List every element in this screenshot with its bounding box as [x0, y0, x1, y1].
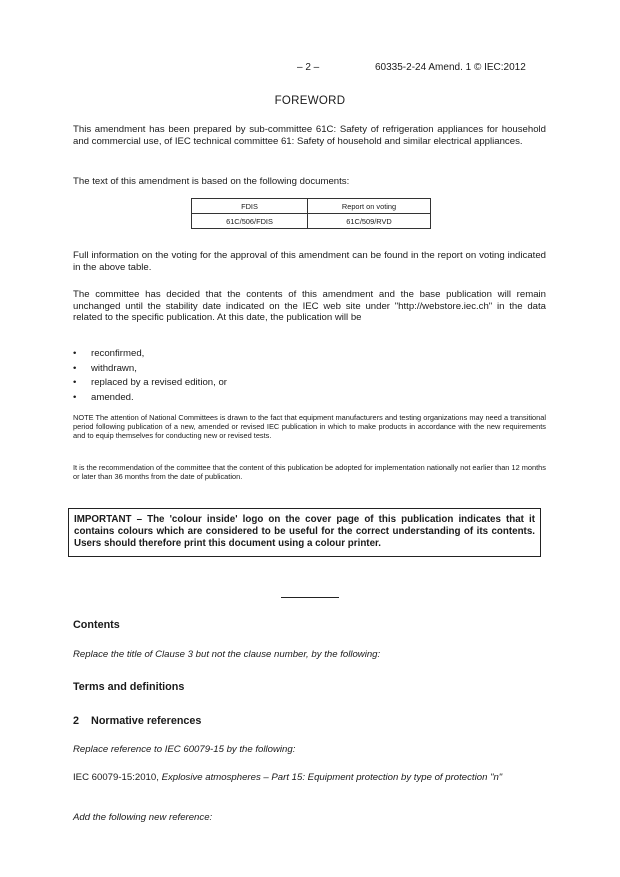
intro-paragraph: This amendment has been prepared by sub-committee 61C: Safety of refrigeration appliances for household and commercial use, of IEC technical committee 61: Safety of household and similar electrical appliances.: [73, 124, 546, 147]
recommendation-paragraph: It is the recommendation of the committee that the content of this publication be adopted for implementation nationally not earlier than 12 months or later than 36 months from the date of publication.: [73, 463, 546, 481]
page-title: FOREWORD: [274, 95, 346, 107]
table-header-cell: FDIS: [192, 199, 308, 214]
add-reference-instruction: Add the following new reference:: [73, 812, 213, 823]
section-number: 2: [73, 715, 80, 727]
table-header-row: [192, 199, 431, 214]
normative-references-heading: [73, 715, 201, 727]
table-header-cell: Report on voting: [308, 199, 431, 214]
page-number: – 2 –: [297, 62, 320, 73]
iec-reference: [73, 772, 546, 784]
table-cell: 61C/506/FDIS: [192, 214, 308, 229]
table-row: [192, 214, 431, 229]
terms-heading: Terms and definitions: [73, 681, 185, 693]
voting-info-paragraph: Full information on the voting for the approval of this amendment can be found in the report on voting indicated in the above table.: [73, 250, 546, 273]
document-reference: 60335-2-24 Amend. 1 © IEC:2012: [375, 62, 526, 73]
note-paragraph: NOTE The attention of National Committees is drawn to the fact that equipment manufacturers and testing organizations may need a transitional period following publication of a new, amended or revised IEC publication in which to make products in accordance with the new requirements and to equip themselves for conducting new or revised tests.: [73, 413, 546, 440]
section-title: Normative references: [91, 715, 202, 727]
stability-paragraph: The committee has decided that the contents of this amendment and the base publication will remain unchanged until the stability date indicated on the IEC web site under "http://webstore.iec.ch" in the data related to the specific publication. At this date, the publication will be: [73, 289, 546, 324]
outcome-list: [73, 348, 227, 406]
list-item: • amended.: [73, 391, 134, 403]
contents-heading: Contents: [73, 619, 120, 631]
important-notice-box: IMPORTANT – The 'colour inside' logo on the cover page of this publication indicates that it contains colours which are considered to be useful for the correct understanding of its contents. Users should therefore print this document using a colour printer.: [68, 508, 541, 557]
divider-line: [281, 597, 339, 598]
list-item: • replaced by a revised edition, or: [73, 377, 227, 389]
list-item: • withdrawn,: [73, 362, 137, 374]
documents-table: [191, 198, 431, 229]
reference-title: Explosive atmospheres – Part 15: Equipment protection by type of protection "n": [161, 772, 503, 783]
reference-code: IEC 60079-15:2010,: [73, 772, 159, 783]
contents-instruction: Replace the title of Clause 3 but not the clause number, by the following:: [73, 649, 381, 660]
list-item: • reconfirmed,: [73, 348, 145, 359]
replace-reference-instruction: Replace reference to IEC 60079-15 by the following:: [73, 744, 296, 755]
based-on-paragraph: The text of this amendment is based on the following documents:: [73, 176, 350, 187]
table-cell: 61C/509/RVD: [308, 214, 431, 229]
